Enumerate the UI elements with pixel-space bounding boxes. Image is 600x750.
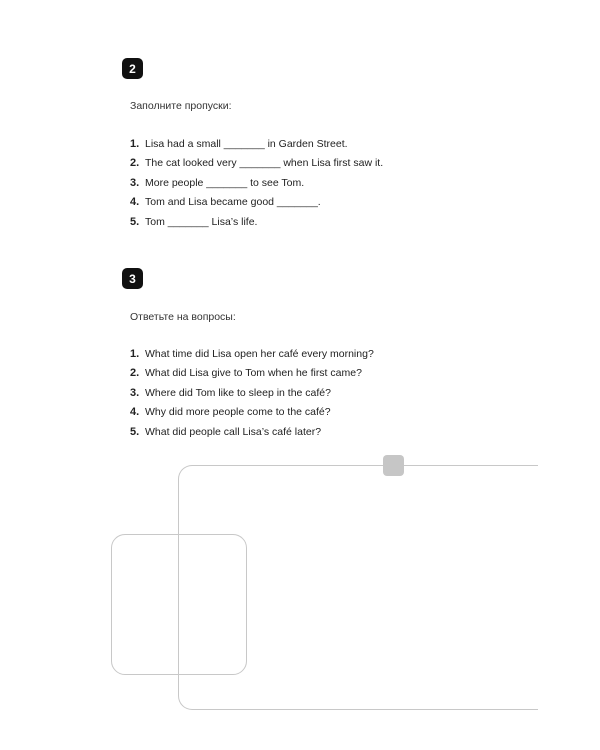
decorative-frame-small [111,534,247,675]
exercise-number: 3 [129,271,136,286]
item-number: 3. [130,176,140,189]
list-item [130,423,374,442]
exercise-number-badge [122,58,143,79]
fill-in-list [130,135,383,232]
item-number: 1. [130,348,140,360]
item-number: 5. [130,215,140,228]
list-item [130,384,374,403]
item-text: What did Lisa give to Tom when he first came? [145,367,362,380]
exercise-instruction: Ответьте на вопросы: [130,311,236,323]
list-item [130,174,383,193]
item-text: Lisa had a small _______ in Garden Street. [145,138,348,150]
item-number: 1. [130,138,140,150]
item-text: The cat looked very _______ when Lisa first saw it. [145,157,384,170]
item-text: More people _______ to see Tom. [145,176,305,189]
item-number: 4. [130,406,140,419]
item-number: 3. [130,386,140,399]
list-item [130,135,383,154]
item-text: What time did Lisa open her café every morning? [145,348,374,360]
list-item [130,403,374,422]
item-text: Why did more people come to the café? [145,406,331,419]
exercise-instruction: Заполните пропуски: [130,100,232,112]
item-text: What did people call Lisa’s café later? [145,425,322,438]
item-number: 4. [130,196,140,209]
exercise-number-badge [122,268,143,289]
item-text: Tom and Lisa became good _______. [145,196,321,209]
list-item [130,193,383,212]
item-number: 5. [130,425,140,438]
list-item [130,154,383,173]
list-item [130,345,374,364]
item-number: 2. [130,367,140,380]
item-text: Where did Tom like to sleep in the café? [145,386,331,399]
questions-list [130,345,374,442]
exercise-number: 2 [129,61,136,76]
item-number: 2. [130,157,140,170]
decorative-tab [383,455,404,476]
list-item [130,364,374,383]
item-text: Tom _______ Lisa’s life. [145,215,258,228]
list-item [130,213,383,232]
